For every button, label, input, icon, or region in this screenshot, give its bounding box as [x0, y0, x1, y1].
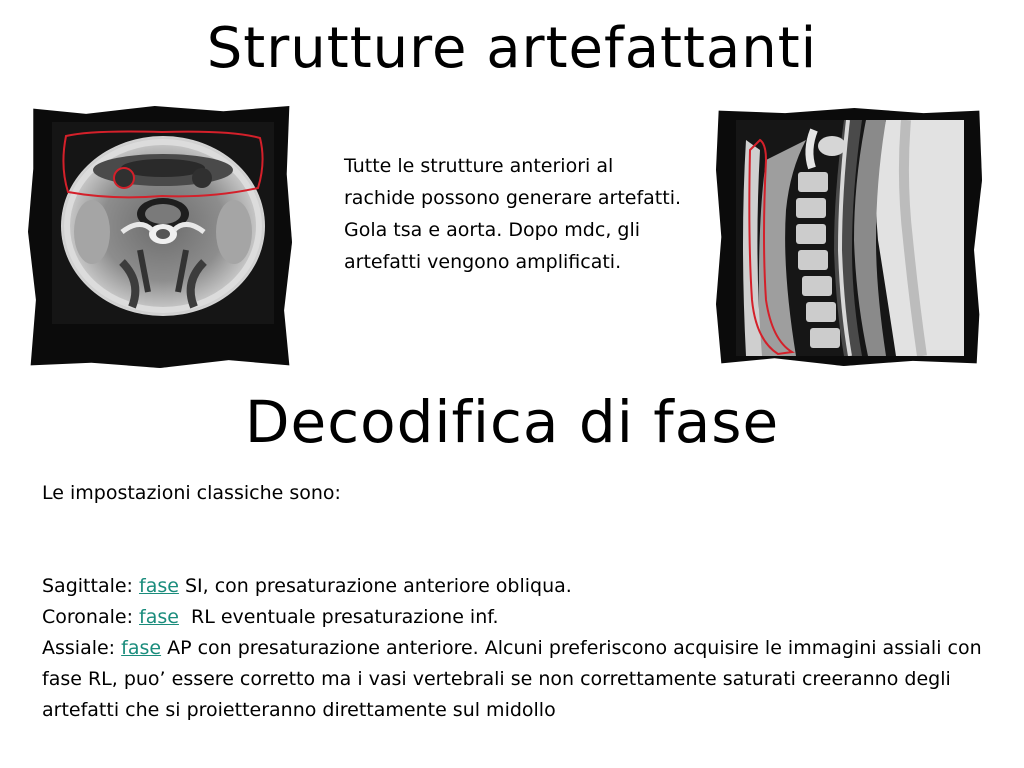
slide-title: Strutture artefattanti	[206, 16, 818, 81]
axial-mri-image	[52, 122, 274, 324]
axial-fase-link[interactable]: fase	[121, 637, 162, 659]
axial-text: AP con presaturazione anteriore. Alcuni preferiscono acquisire le immagini assiali con fase RL, puo’ essere corretto ma i vasi vertebrali se non correttamente saturati creeranno degli artefatti che si proietteranno direttamente sul midollo	[42, 637, 982, 721]
sagittal-mri-image	[736, 120, 964, 356]
settings-body	[42, 478, 992, 726]
settings-intro: Le impostazioni classiche sono:	[42, 482, 341, 504]
coronal-line	[42, 602, 992, 633]
sagittal-label: Sagittale:	[42, 575, 139, 597]
coronal-text: RL eventuale presaturazione inf.	[178, 606, 499, 628]
coronal-label: Coronale:	[42, 606, 140, 628]
sagittal-text: SI, con presaturazione anteriore obliqua.	[178, 575, 572, 597]
axial-line	[42, 633, 992, 726]
axial-label: Assiale:	[42, 637, 122, 659]
sagittal-line	[42, 571, 992, 602]
description-text: Tutte le strutture anteriori al rachide possono generare artefatti. Gola tsa e aorta. Dopo mdc, gli artefatti vengono amplificati.	[344, 155, 682, 273]
coronal-fase-link[interactable]: fase	[139, 606, 179, 628]
sagittal-fase-link[interactable]: fase	[139, 575, 179, 597]
section-heading: Decodifica di fase	[244, 388, 780, 456]
